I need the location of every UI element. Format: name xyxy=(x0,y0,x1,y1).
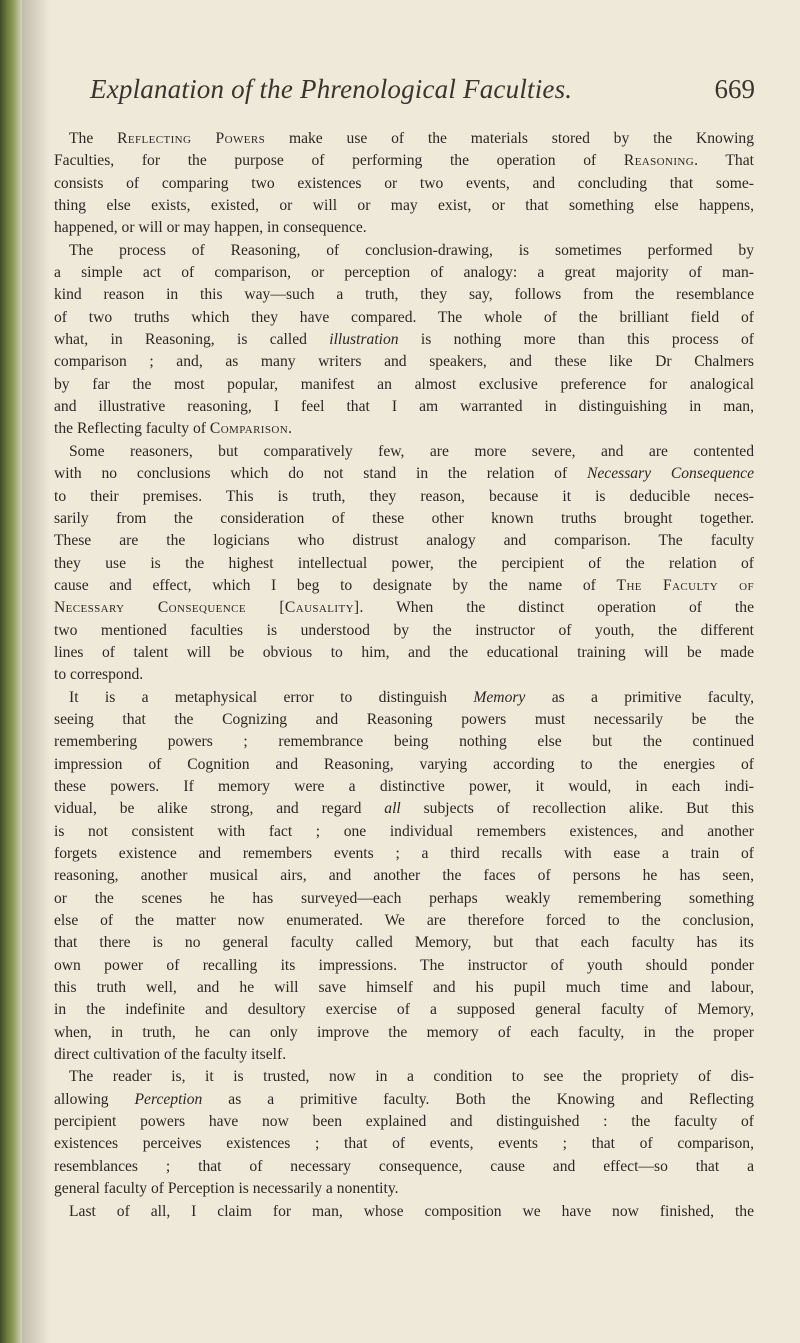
text-run: this truth well, and he will save himself and his pupil much time and labour, xyxy=(54,979,754,997)
running-head xyxy=(90,74,755,118)
text-line xyxy=(54,955,754,977)
text-run: Last of all, I claim for man, whose composition we have now finished, the xyxy=(69,1202,754,1220)
text-line xyxy=(54,620,754,642)
text-run: or the scenes he has surveyed—each perhaps weakly remembering something xyxy=(54,889,754,907)
text-line xyxy=(54,217,754,239)
small-caps-term: Reflecting Powers xyxy=(117,130,266,147)
text-run: . When the distinct operation of the xyxy=(359,599,754,617)
text-run: Faculties, for the purpose of performing the operation of xyxy=(54,152,624,170)
text-line xyxy=(54,1044,754,1066)
gutter-shadow xyxy=(22,0,50,1343)
text-run: the Reflecting faculty of xyxy=(54,420,210,438)
text-run: direct cultivation of the faculty itself. xyxy=(54,1046,287,1064)
text-line xyxy=(54,307,754,329)
text-run: These are the logicians who distrust analogy and comparison. The faculty xyxy=(54,532,754,550)
text-run: that there is no general faculty called Memory, but that each faculty has its xyxy=(54,934,754,952)
text-line xyxy=(54,843,754,865)
text-line xyxy=(54,374,754,396)
text-run: lines of talent will be obvious to him, and the educational training will be made xyxy=(54,643,754,661)
text-line xyxy=(54,932,754,954)
text-run: Some reasoners, but comparatively few, are more severe, and are contented xyxy=(69,442,754,460)
text-run: existences perceives existences ; that of events, events ; that of comparison, xyxy=(54,1135,754,1153)
text-line xyxy=(54,240,754,262)
text-line xyxy=(54,284,754,306)
page-number: 669 xyxy=(714,74,755,104)
text-line xyxy=(54,687,754,709)
text-line xyxy=(54,128,754,150)
text-line xyxy=(54,709,754,731)
text-line xyxy=(54,664,754,686)
text-run: thing else exists, existed, or will or may exist, or that something else happens, xyxy=(54,197,754,215)
text-run: cause and effect, which I beg to designate by the name of xyxy=(54,576,617,594)
text-run: . That xyxy=(694,152,754,170)
text-run: with no conclusions which do not stand in the relation of xyxy=(54,465,587,483)
italic-term: Perception xyxy=(134,1090,203,1108)
text-run: else of the matter now enumerated. We are therefore forced to the conclusion, xyxy=(54,912,754,930)
text-line xyxy=(54,1066,754,1088)
text-run: kind reason in this way—such a truth, they say, follows from the resemblance xyxy=(54,286,754,304)
text-run: allowing xyxy=(54,1090,135,1108)
text-line xyxy=(54,910,754,932)
text-run: impression of Cognition and Reasoning, varying according to the energies of xyxy=(54,755,754,773)
text-line xyxy=(54,418,754,440)
text-run: general faculty of Perception is necessarily a nonentity. xyxy=(54,1180,399,1198)
text-run: subjects of recollection alike. But this xyxy=(400,800,754,818)
text-line xyxy=(54,486,754,508)
text-line xyxy=(54,530,754,552)
text-line xyxy=(54,1201,754,1223)
running-title: Explanation of the Phrenological Faculties. xyxy=(90,74,573,104)
text-run: The reader is, it is trusted, now in a condition to see the propriety of dis- xyxy=(69,1068,754,1086)
text-run: . xyxy=(288,420,292,438)
text-run: they use is the highest intellectual power, the percipient of the relation of xyxy=(54,554,754,572)
text-run: to correspond. xyxy=(54,666,144,684)
text-run: these powers. If memory were a distinctive power, it would, in each indi- xyxy=(54,777,754,795)
text-line xyxy=(54,865,754,887)
text-line xyxy=(54,463,754,485)
text-line xyxy=(54,195,754,217)
text-line xyxy=(54,754,754,776)
text-run: what, in Reasoning, is called xyxy=(54,331,330,349)
text-run: and illustrative reasoning, I feel that I am warranted in distinguishing in man, xyxy=(54,398,754,416)
body-text xyxy=(54,128,754,1223)
text-run: remembering powers ; remembrance being nothing else but the continued xyxy=(54,733,754,751)
text-line xyxy=(54,1089,754,1111)
text-run: as a primitive faculty. Both the Knowing and Reflecting xyxy=(202,1090,754,1108)
text-line xyxy=(54,396,754,418)
text-run: percipient powers have now been explained and distinguished : the faculty of xyxy=(54,1113,754,1131)
small-caps-term: Comparison xyxy=(209,420,289,438)
italic-term: Necessary Consequence xyxy=(586,465,754,483)
text-line xyxy=(54,977,754,999)
text-run: own power of recalling its impressions. The instructor of youth should ponder xyxy=(54,956,754,974)
text-line xyxy=(54,888,754,910)
text-run: sarily from the consideration of these other known truths brought together. xyxy=(54,509,754,527)
text-run: consists of comparing two existences or two events, and concluding that some- xyxy=(54,174,754,192)
text-run: The xyxy=(69,130,118,147)
italic-term: all xyxy=(384,800,401,818)
text-run: vidual, be alike strong, and regard xyxy=(54,800,385,818)
text-line xyxy=(54,150,754,172)
small-caps-term: Necessary Consequence [Causality] xyxy=(54,599,360,617)
italic-term: Memory xyxy=(473,688,526,706)
text-run: as a primitive faculty, xyxy=(525,688,754,706)
text-line xyxy=(54,1022,754,1044)
text-run: seeing that the Cognizing and Reasoning powers must necessarily be the xyxy=(54,710,754,728)
text-line xyxy=(54,798,754,820)
text-run: two mentioned faculties is understood by the instructor of youth, the different xyxy=(54,621,754,639)
text-run: resemblances ; that of necessary consequence, cause and effect—so that a xyxy=(54,1157,754,1175)
text-line xyxy=(54,1156,754,1178)
text-line xyxy=(54,999,754,1021)
text-run: to their premises. This is truth, they reason, because it is deducible neces- xyxy=(54,487,754,505)
text-run: a simple act of comparison, or perception of analogy: a great majority of man- xyxy=(54,264,754,282)
text-line xyxy=(54,173,754,195)
text-run: comparison ; and, as many writers and speakers, and these like Dr Chalmers xyxy=(54,353,754,371)
text-line xyxy=(54,776,754,798)
text-line xyxy=(54,821,754,843)
text-line xyxy=(54,1111,754,1133)
text-line xyxy=(54,597,754,619)
book-binding-edge xyxy=(0,0,22,1343)
text-run: reasoning, another musical airs, and another the faces of persons he has seen, xyxy=(54,867,754,885)
text-line xyxy=(54,508,754,530)
text-line xyxy=(54,575,754,597)
text-run: is not consistent with fact ; one individual remembers existences, and another xyxy=(54,822,754,840)
text-line xyxy=(54,1133,754,1155)
text-line xyxy=(54,262,754,284)
text-run: when, in truth, he can only improve the memory of each faculty, in the proper xyxy=(54,1023,754,1041)
text-run: in the indefinite and desultory exercise of a supposed general faculty of Memory, xyxy=(54,1001,754,1019)
text-run: It is a metaphysical error to distinguish xyxy=(69,688,474,706)
small-caps-term: Reasoning xyxy=(623,152,695,170)
text-line xyxy=(54,351,754,373)
text-line xyxy=(54,642,754,664)
text-line xyxy=(54,1178,754,1200)
text-run: by far the most popular, manifest an almost exclusive preference for analogical xyxy=(54,375,754,393)
text-line xyxy=(54,441,754,463)
text-line xyxy=(54,329,754,351)
text-run: The process of Reasoning, of conclusion-drawing, is sometimes performed by xyxy=(69,241,754,259)
text-run: is nothing more than this process of xyxy=(398,331,754,349)
text-run: happened, or will or may happen, in consequence. xyxy=(54,219,367,237)
text-run: forgets existence and remembers events ; a third recalls with ease a train of xyxy=(54,845,754,862)
text-run: make use of the materials stored by the Knowing xyxy=(265,130,754,147)
text-line xyxy=(54,553,754,575)
text-line xyxy=(54,731,754,753)
italic-term: illustration xyxy=(329,331,399,349)
small-caps-term: The Faculty of xyxy=(616,576,754,594)
text-run: of two truths which they have compared. The whole of the brilliant field of xyxy=(54,308,754,326)
